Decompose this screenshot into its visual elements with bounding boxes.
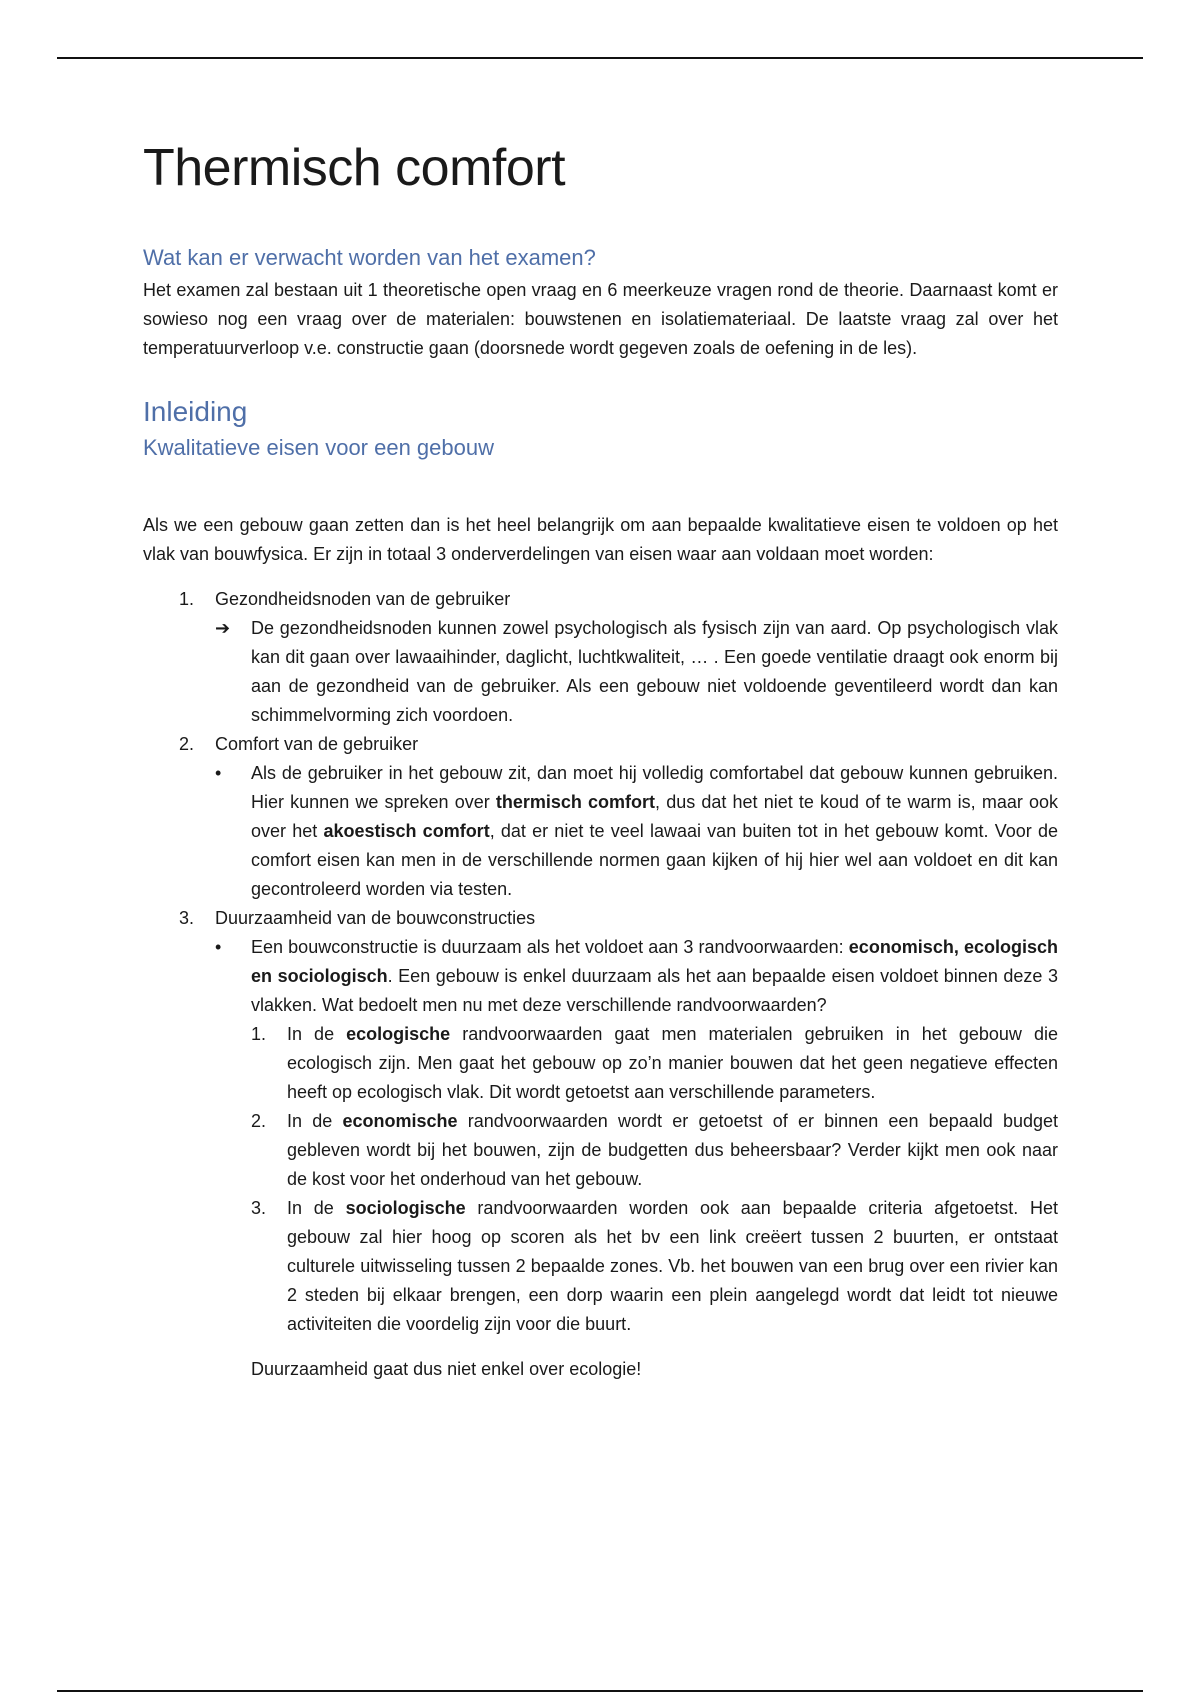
bullet-icon: • xyxy=(215,762,222,783)
text-run: Als de gebruiker in het gebouw zit, dan moet hij volledig comfortabel dat gebouw kunnen gebruiken. Hier kunnen we spreken over xyxy=(251,762,1058,812)
detail-text xyxy=(251,933,1058,1020)
nested-text xyxy=(287,1194,1058,1339)
list-number: 2. xyxy=(179,733,195,754)
bold-term: economische xyxy=(342,1110,458,1131)
list-item-title: Gezondheidsnoden van de gebruiker xyxy=(215,588,511,609)
list-number: 3. xyxy=(179,907,195,928)
list-item-detail xyxy=(215,759,1058,904)
list-item xyxy=(143,904,1058,1339)
bullet-icon: • xyxy=(215,936,222,957)
nested-list-item xyxy=(251,1194,1058,1339)
page-title: Thermisch comfort xyxy=(143,139,566,197)
intro-paragraph: Als we een gebouw gaan zetten dan is het heel belangrijk om aan bepaalde kwalitatieve eisen te voldoen op het vlak van bouwfysica. Er zijn in totaal 3 onderverdelingen van eisen waar aan voldaan moet worden: xyxy=(143,514,1058,564)
text-run: In de xyxy=(287,1197,346,1218)
exam-paragraph: Het examen zal bestaan uit 1 theoretische open vraag en 6 meerkeuze vragen rond de theorie. Daarnaast komt er sowieso nog een vraag over de materialen: bouwstenen en isolatiemateriaal. De laatste vraag zal over het temperatuurverloop v.e. constructie gaan (doorsnede wordt gegeven zoals de oefening in de les). xyxy=(143,279,1058,358)
nested-number: 1. xyxy=(251,1023,267,1044)
list-item-detail xyxy=(215,933,1058,1339)
list-number: 1. xyxy=(179,588,195,609)
nested-number: 3. xyxy=(251,1197,267,1218)
nested-list xyxy=(251,1020,1058,1339)
list-item-detail xyxy=(215,614,1058,730)
list-item xyxy=(143,730,1058,904)
text-run: In de xyxy=(287,1110,343,1131)
nested-text xyxy=(287,1107,1058,1194)
document-page xyxy=(143,140,1058,1384)
closing-note: Duurzaamheid gaat dus niet enkel over ecologie! xyxy=(251,1358,642,1379)
header-rule xyxy=(57,57,1143,59)
bold-term: akoestisch comfort xyxy=(323,820,490,841)
text-run: , dat er niet te veel lawaai van buiten tot in het gebouw komt. Voor de comfort eisen kan men in de verschillende normen gaan kijken of hij hier wel aan voldoet en dit kan gecontroleerd worden via testen. xyxy=(251,820,1058,899)
bold-term: economisch, ecologisch en sociologisch xyxy=(251,936,1058,986)
text-run: . Een gebouw is enkel duurzaam als het aan bepaalde eisen voldoet binnen deze 3 vlakken. Wat bedoelt men nu met deze verschillende randvoorwaarden? xyxy=(251,965,1059,1015)
exam-heading: Wat kan er verwacht worden van het examen? xyxy=(143,245,596,271)
text-run: randvoorwaarden wordt er getoetst of er binnen een bepaald budget gebleven wordt bij het bouwen, zijn de budgetten dus beheersbaar? Verder kijkt men ook naar de kost voor het onderhoud van het gebouw. xyxy=(287,1110,1058,1189)
nested-text xyxy=(287,1020,1058,1107)
arrow-right-icon: ➔ xyxy=(215,617,231,638)
nested-number: 2. xyxy=(251,1110,267,1131)
detail-text xyxy=(251,759,1058,904)
nested-list-item xyxy=(251,1107,1058,1194)
bold-term: ecologische xyxy=(346,1023,451,1044)
list-item xyxy=(143,585,1058,730)
list-item-title: Comfort van de gebruiker xyxy=(215,733,419,754)
footer-rule xyxy=(57,1690,1143,1692)
text-run: , dus dat het niet te koud of te warm is, maar ook over het xyxy=(251,791,1059,841)
text-run: randvoorwaarden worden ook aan bepaalde criteria afgetoetst. Het gebouw zal hier hoog op scoren als het bv een link creëert tussen 2 buurten, er ontstaat culturele uitwisseling tussen 2 bepaalde zones. Vb. het bouwen van een brug over een rivier kan 2 steden bij elkaar brengen, een dorp waarin een plein aangelegd wordt dat leidt tot nieuwe activiteiten die voordelig zijn voor die buurt. xyxy=(287,1197,1058,1334)
text-run: In de xyxy=(287,1023,347,1044)
section-heading: Inleiding xyxy=(143,395,248,427)
text-run: Een bouwconstructie is duurzaam als het voldoet aan 3 randvoorwaarden: xyxy=(251,936,849,957)
bold-term: sociologische xyxy=(345,1197,466,1218)
list-item-title: Duurzaamheid van de bouwconstructies xyxy=(215,907,536,928)
text-run: randvoorwaarden gaat men materialen gebruiken in het gebouw die ecologisch zijn. Men gaat het gebouw op zo’n manier bouwen dat het geen negatieve effecten heeft op ecologisch vlak. Dit wordt getoetst aan verschillende parameters. xyxy=(287,1023,1058,1102)
bold-term: thermisch comfort xyxy=(495,791,656,812)
section-subheading: Kwalitatieve eisen voor een gebouw xyxy=(143,435,495,461)
detail-text: De gezondheidsnoden kunnen zowel psychologisch als fysisch zijn van aard. Op psychologisch vlak kan dit gaan over lawaaihinder, daglicht, luchtkwaliteit, … . Een goede ventilatie draagt ook enorm bij aan de gezondheid van de gebruiker. Als een gebouw niet voldoende geventileerd wordt dan kan schimmelvorming zich voordoen. xyxy=(251,617,1058,725)
nested-list-item xyxy=(251,1020,1058,1107)
requirements-list xyxy=(143,585,1058,1339)
